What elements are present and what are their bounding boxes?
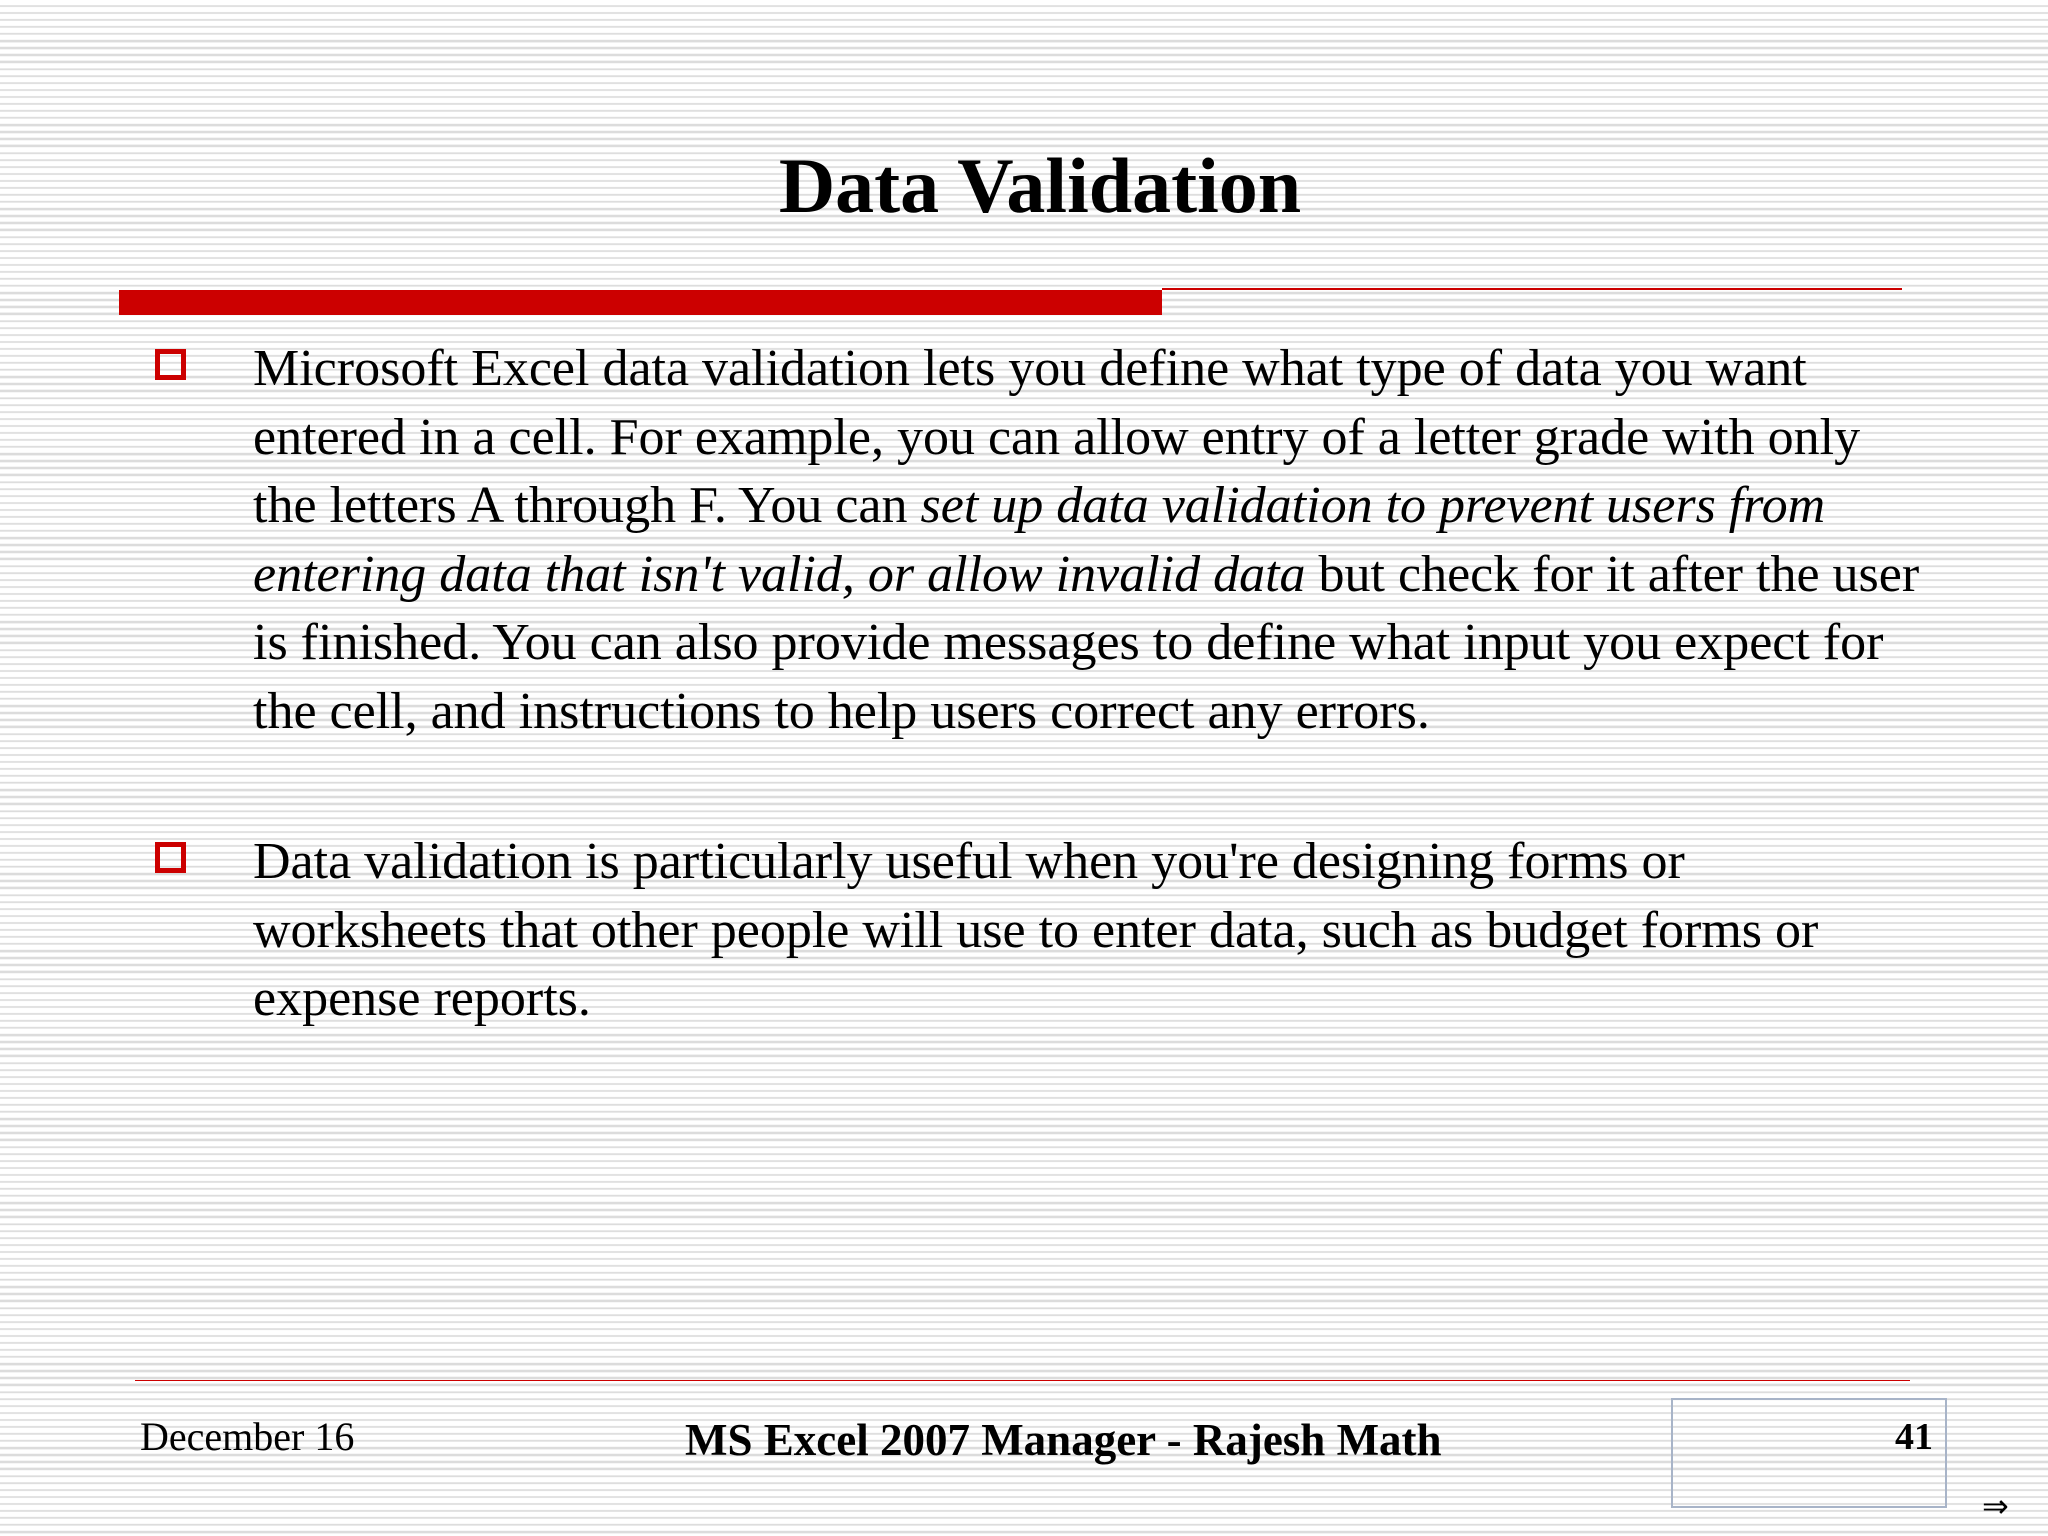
bullet-text (253, 335, 1928, 746)
title-underline-thick (119, 290, 1162, 315)
right-double-arrow-icon[interactable]: ⇒ (1982, 1487, 2009, 1525)
bullet-text-run: Data validation is particularly useful when you're designing forms or worksheets that other people will use to enter data, such as budget forms or expense reports. (253, 833, 1819, 1027)
page-number-box (1671, 1398, 1947, 1508)
title-underline-thin (1162, 288, 1902, 290)
bullet-text-italic-run: set up data validation to prevent users from entering data that isn't valid, or allow invalid data (253, 477, 1826, 603)
bullet-text (253, 828, 1928, 1034)
slide-title: Data Validation (778, 142, 1302, 229)
footer-title: MS Excel 2007 Manager - Rajesh Math (685, 1415, 1442, 1465)
bullet-text-run: Microsoft Excel data validation lets you define what type of data you want entered in a cell. For example, you can allow entry of a letter grade with only the letters A through F. You can (253, 340, 1861, 534)
page-number: 41 (1895, 1416, 1933, 1458)
footer-divider (135, 1380, 1910, 1381)
hollow-square-bullet-icon (155, 842, 186, 873)
footer-date: December 16 (140, 1414, 355, 1459)
bullet-text-run: but check for it after the user is finished. You can also provide messages to define what input you expect for the cell, and instructions to help users correct any errors. (253, 545, 1920, 740)
hollow-square-bullet-icon (155, 349, 186, 380)
